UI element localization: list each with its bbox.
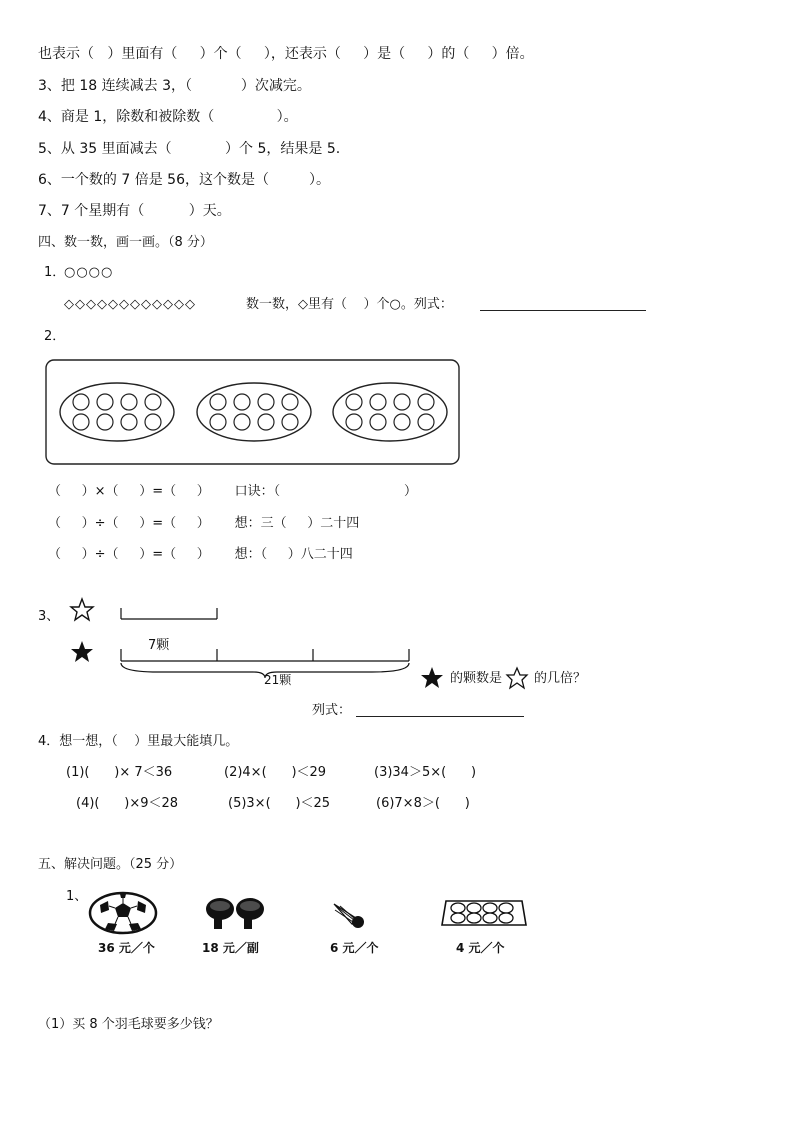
q4-item-4: (4)( )×9＜28 xyxy=(76,796,179,811)
group-oval xyxy=(197,383,311,441)
group-oval xyxy=(333,383,447,441)
shuttlecock-icon xyxy=(330,898,370,930)
q4-title: 4．想一想，（ ）里最大能填几。 xyxy=(38,734,239,749)
q2-row-3: （ ）÷（ ）=（ ） 想：（ ）八二十四 xyxy=(48,547,353,562)
q5-1-label: 1、 xyxy=(66,889,88,904)
q1-question: 数一数，◇里有（ ）个○。列式： xyxy=(246,297,453,312)
q5-sub-1: （1）买 8 个羽毛球要多少钱？ xyxy=(38,1017,219,1032)
count-circle xyxy=(145,414,161,430)
question-7: 7、7 个星期有（ ）天。 xyxy=(38,203,231,219)
egg-tray-icon xyxy=(440,893,528,933)
count-circle xyxy=(258,394,274,410)
q4-item-6: (6)7×8＞( ) xyxy=(376,796,470,811)
q3-answer-line[interactable] xyxy=(356,716,524,717)
count-circle xyxy=(121,414,137,430)
hollow-star-icon xyxy=(506,667,528,689)
count-circle xyxy=(418,394,434,410)
count-circle xyxy=(210,394,226,410)
section-4-title: 四、数一数，画一画。（8 分） xyxy=(38,235,213,250)
q3-label: 3、 xyxy=(38,609,60,624)
count-circle xyxy=(145,394,161,410)
solid-star-icon xyxy=(420,666,444,690)
q2-label: 2． xyxy=(44,329,66,344)
q1-label: 1． xyxy=(44,265,66,280)
question-6: 6、一个数的 7 倍是 56，这个数是（ ）。 xyxy=(38,172,331,188)
ping-pong-paddles-icon xyxy=(200,897,272,931)
count-circle xyxy=(97,394,113,410)
price-shuttlecock: 6 元／个 xyxy=(330,941,379,955)
count-circle xyxy=(346,394,362,410)
count-circle xyxy=(394,394,410,410)
q3-question-end: 的几倍？ xyxy=(534,671,587,686)
price-eggs: 4 元／个 xyxy=(456,941,505,955)
q1-diamonds: ◇◇◇◇◇◇◇◇◇◇◇◇ xyxy=(64,297,196,312)
q3-formula-label: 列式： xyxy=(312,703,352,718)
count-circle xyxy=(121,394,137,410)
count-circle xyxy=(234,414,250,430)
q3-question: 的颗数是 xyxy=(450,671,503,686)
count-circle xyxy=(370,394,386,410)
q2-row-2: （ ）÷（ ）=（ ） 想：三（ ）二十四 xyxy=(48,516,360,531)
question-line-1: 也表示（ ）里面有（ ）个（ ），还表示（ ）是（ ）的（ ）倍。 xyxy=(38,46,534,62)
group-oval xyxy=(60,383,174,441)
count-circle xyxy=(73,394,89,410)
price-paddles: 18 元／副 xyxy=(202,941,259,955)
hollow-star-icon xyxy=(70,598,94,622)
q1-circles: ○○○○ xyxy=(64,265,114,280)
price-soccer-ball: 36 元／个 xyxy=(98,941,155,955)
count-circle xyxy=(234,394,250,410)
count-circle xyxy=(346,414,362,430)
grouped-circles-figure xyxy=(45,359,461,467)
solid-star-icon xyxy=(70,640,94,664)
q4-item-1: (1)( )× 7＜36 xyxy=(66,765,173,780)
soccer-ball-icon xyxy=(88,891,158,935)
count-circle xyxy=(282,394,298,410)
count-circle xyxy=(97,414,113,430)
count-circle xyxy=(258,414,274,430)
question-3: 3、把 18 连续减去 3，（ ）次减完。 xyxy=(38,78,311,94)
count-circle xyxy=(394,414,410,430)
question-5: 5、从 35 里面减去（ ）个 5，结果是 5. xyxy=(38,141,341,157)
count-circle xyxy=(282,414,298,430)
q4-item-3: (3)34＞5×( ) xyxy=(374,765,477,780)
q2-row-1: （ ）×（ ）=（ ） 口诀：（ ） xyxy=(48,484,418,499)
seven-count-label: 7颗 xyxy=(148,638,170,653)
section-5-title: 五、解决问题。（25 分） xyxy=(38,857,183,872)
count-circle xyxy=(73,414,89,430)
question-4: 4、商是 1，除数和被除数（ ）。 xyxy=(38,109,298,125)
count-circle xyxy=(418,414,434,430)
q4-item-5: (5)3×( )＜25 xyxy=(228,796,331,811)
total-count-label: 21颗 xyxy=(264,673,292,687)
count-circle xyxy=(370,414,386,430)
count-circle xyxy=(210,414,226,430)
q4-item-2: (2)4×( )＜29 xyxy=(224,765,327,780)
q1-answer-line[interactable] xyxy=(480,310,646,311)
